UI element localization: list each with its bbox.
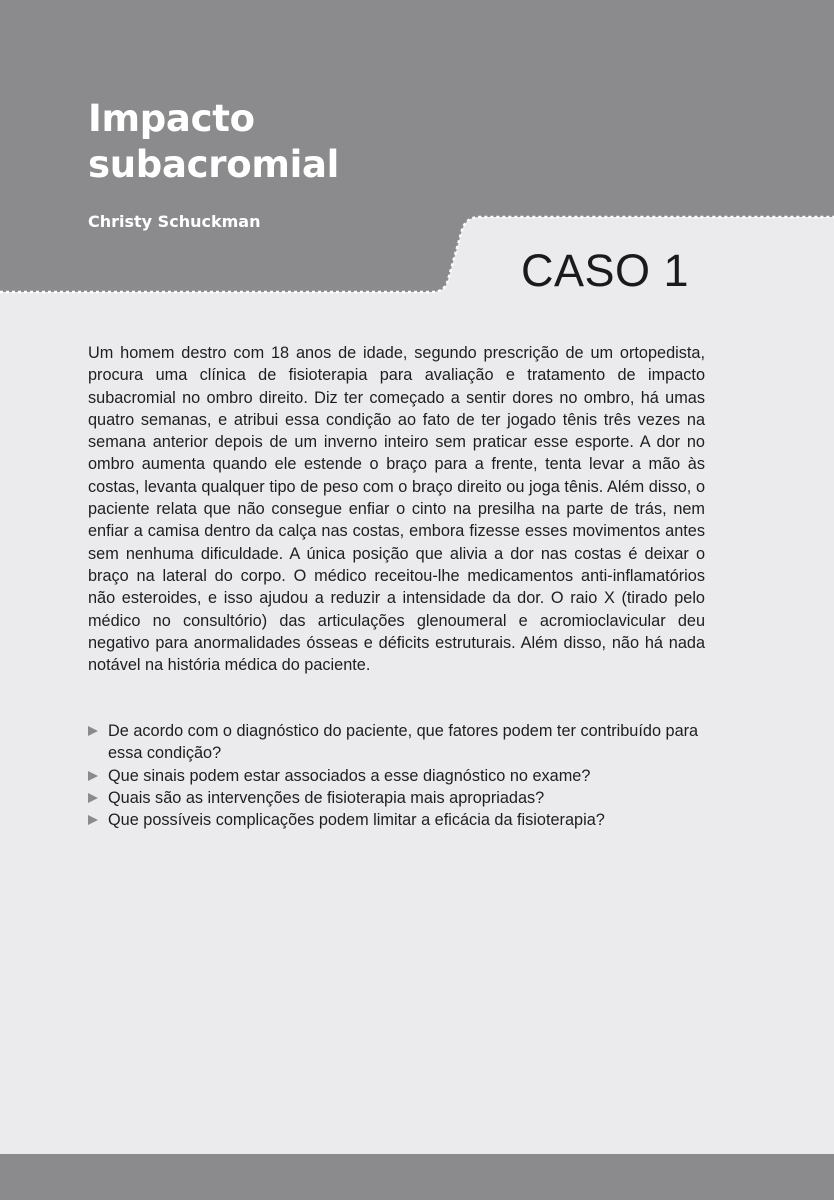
chapter-title (88, 96, 339, 188)
question-list (88, 720, 728, 831)
triangle-right-icon (88, 726, 98, 736)
question-item (88, 720, 728, 765)
triangle-right-icon (88, 793, 98, 803)
question-item (88, 809, 728, 831)
case-label: CASO 1 (521, 245, 690, 296)
footer-band (0, 1154, 834, 1200)
question-item (88, 765, 728, 787)
chapter-title-line2: subacromial (88, 143, 340, 186)
triangle-right-icon (88, 815, 98, 825)
triangle-right-icon (88, 771, 98, 781)
question-text: Que sinais podem estar associados a esse diagnóstico no exame? (108, 766, 591, 785)
question-text: Que possíveis complicações podem limitar a eficácia da fisioterapia? (108, 811, 605, 830)
question-text: Quais são as intervenções de fisioterapia mais apropriadas? (108, 788, 545, 807)
case-description: Um homem destro com 18 anos de idade, segundo prescrição de um ortopedista, procura uma clínica de fisioterapia para avaliação e tratamento de impacto subacromial no ombro direito. Diz ter começado a sentir dores no ombro, há umas quatro semanas, e atribui essa condição ao fato de ter jogado tênis três vezes na semana anterior depois de um inverno inteiro sem praticar esse esporte. A dor no ombro aumenta quando ele estende o braço para a frente, tenta levar a mão às costas, levanta qualquer tipo de peso com o braço direito ou joga tênis. Além disso, o paciente relata que não consegue enfiar o cinto na presilha na parte de trás, nem enfiar a camisa dentro da calça nas costas, embora fizesse esses movimentos antes sem nenhuma dificuldade. A única posição que alivia a dor nas costas é deixar o braço na lateral do corpo. O médico receitou-lhe medicamentos anti-inflamatórios não esteroides, e isso ajudou a reduzir a intensidade da dor. O raio X (tirado pelo médico no consultório) das articulações glenoumeral e acromioclavicular deu negativo para anormalidades ósseas e déficits estruturais. Além disso, não há nada notável na história médica do paciente. (88, 344, 705, 675)
question-text: De acordo com o diagnóstico do paciente, que fatores podem ter contribuído para essa condição? (108, 722, 699, 763)
chapter-title-line1: Impacto (88, 97, 255, 140)
author-name: Christy Schuckman (88, 212, 261, 231)
question-item (88, 787, 728, 809)
